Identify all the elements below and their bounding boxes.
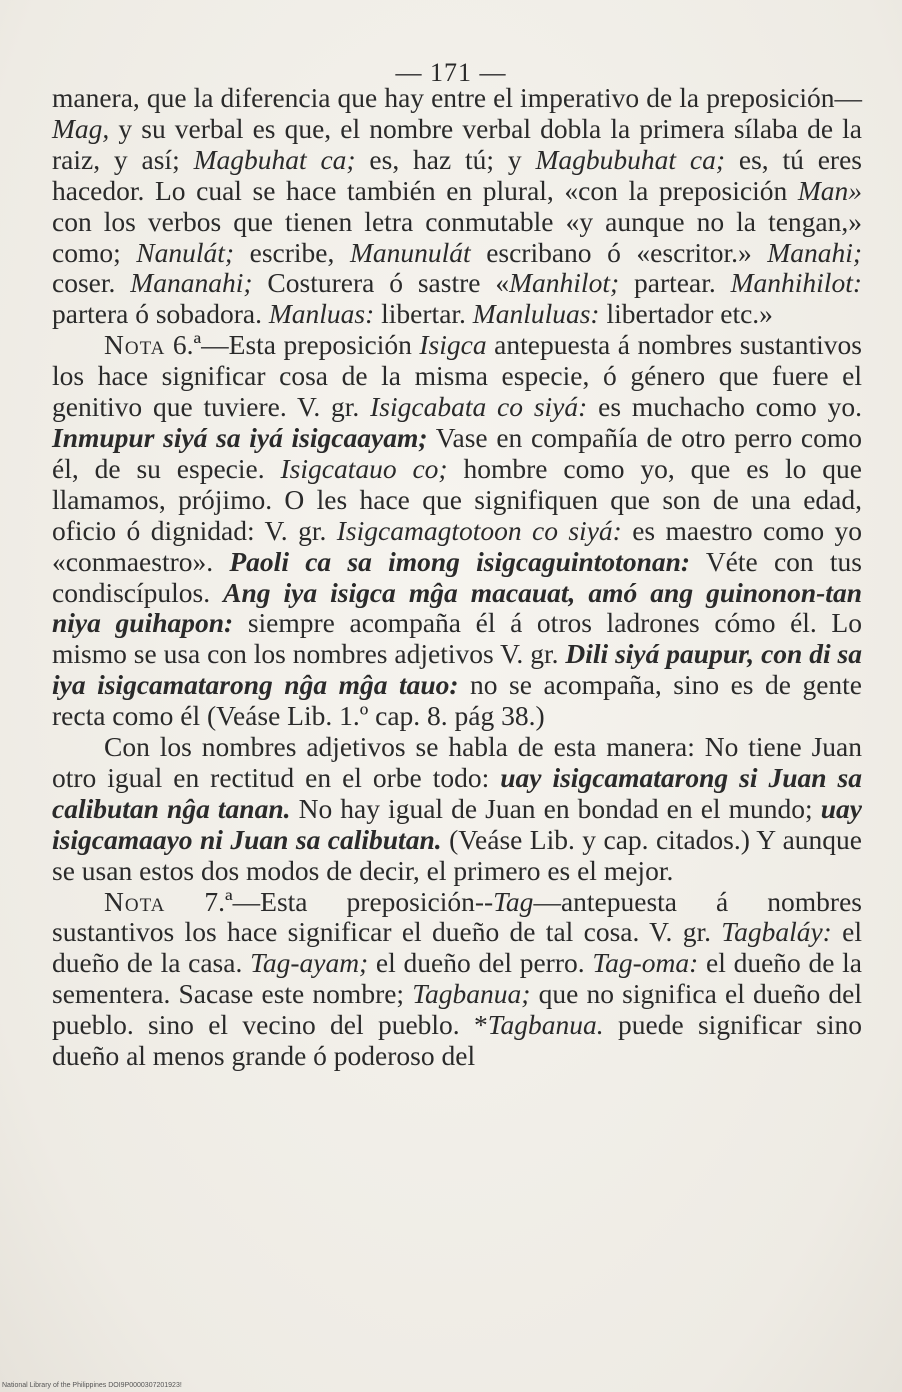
text-run: el dueño del perro.: [368, 947, 593, 979]
italic-example: Tagbanua;: [412, 978, 531, 1010]
text-run: coser.: [52, 267, 131, 299]
italic-term: Magbubuhat ca;: [535, 143, 726, 175]
text-run: Con los nombres adjetivos se habla de esta manera: No tiene Juan otro igual en rectitud en el orbe todo:: [52, 731, 862, 793]
text-run: —antepuesta á nombres sustantivos los hace significar el dueño de tal cosa. V. gr.: [52, 885, 862, 948]
page-body: [52, 83, 862, 1072]
italic-example: uay isigcamaayo ni Juan sa calibutan.: [52, 792, 862, 855]
paragraph-nota-7: [52, 887, 862, 1072]
italic-example: Inmupur siyá sa iyá isigcaayam;: [52, 421, 428, 453]
text-run: es, tú eres hacedor. Lo cual se hace también en plural, «con la preposición: [52, 143, 862, 206]
italic-example: Ang iya isigca mĝa macauat, amó ang guinonon-tan niya guihapon:: [52, 576, 862, 639]
italic-term: Mag,: [52, 112, 110, 144]
italic-term: Tag: [493, 885, 534, 917]
italic-example: Dili siyá paupur, con di sa iya isigcamatarong nĝa mĝa tauo:: [52, 638, 862, 701]
italic-term: Manunulát: [349, 236, 471, 268]
text-run: que no significa el dueño del pueblo. sino el vecino del pueblo. *: [52, 978, 863, 1041]
italic-example: Isigcamagtotoon co siyá:: [336, 514, 622, 546]
text-run: es maestro como yo «conmaestro».: [52, 514, 862, 577]
footer-credit: National Library of the Philippines DOI9P0000307201923!: [2, 1382, 182, 1389]
nota-label: Nota: [104, 885, 166, 917]
italic-term: Manahi;: [767, 236, 862, 268]
italic-example: Tagbaláy:: [721, 916, 832, 948]
text-run: es muchacho como yo.: [587, 391, 862, 423]
italic-term: Mananahi;: [130, 267, 253, 299]
text-run: partear.: [619, 267, 731, 299]
italic-term: Manhilot;: [509, 267, 620, 299]
italic-term: Manluas:: [268, 298, 375, 330]
text-run: (Veáse Lib. y cap. citados.) Y aunque se usan estos dos modos de decir, el primero es el mejor.: [52, 823, 863, 886]
italic-term: Magbuhat ca;: [193, 143, 356, 175]
italic-example: Paoli ca sa imong isigcaguintotonan:: [229, 545, 691, 577]
paragraph-nota-6: [52, 330, 862, 732]
italic-example: Isigcatauo co;: [280, 452, 448, 484]
italic-term: Nanulát;: [136, 236, 235, 268]
text-run: hombre como yo, que es lo que llamamos, prójimo. O les hace que signifiquen que son de una edad, oficio ó dignidad: V. gr.: [52, 452, 863, 546]
page-number: — 171 —: [395, 58, 507, 87]
text-run: siempre acompaña él á otros ladrones cómo él. Lo mismo se usa con los nombres adjetivos V. gr.: [52, 607, 862, 670]
text-run: partera ó sobadora.: [52, 298, 269, 330]
text-run: puede significar sino dueño al menos grande ó poderoso del: [52, 1009, 862, 1072]
italic-term: Manhihilot:: [730, 267, 862, 299]
paragraph: [52, 83, 862, 330]
italic-example: Tag-oma:: [592, 947, 699, 979]
italic-example: Tagbanua.: [487, 1009, 604, 1041]
text-run: antepuesta á nombres sustantivos los hace significar cosa de la misma especie, ó género que fuere el genitivo que tuviere. V. gr.: [52, 329, 862, 423]
text-run: No hay igual de Juan en bondad en el mundo;: [290, 792, 821, 824]
text-run: el dueño de la casa.: [52, 916, 862, 979]
italic-term: Isigca: [419, 329, 487, 361]
text-run: libertador etc.»: [599, 298, 773, 330]
text-run: es, haz tú; y: [355, 143, 536, 175]
italic-example: uay isigcamatarong si Juan sa calibutan nĝa tanan.: [52, 761, 862, 824]
paragraph: [52, 732, 862, 887]
text-run: con los verbos que tienen letra conmutable «y aunque no la tengan,» como;: [52, 205, 862, 268]
italic-example: Isigcabata co siyá:: [370, 391, 588, 423]
text-run: manera, que la diferencia que hay entre el imperativo de la preposición—: [52, 82, 862, 113]
text-run: no se acompaña, sino es de gente recta como él (Veáse Lib. 1.º cap. 8. pág 38.): [52, 669, 862, 732]
text-run: libertar.: [374, 298, 473, 330]
text-run: 6.ª—Esta preposición: [165, 329, 420, 361]
italic-term: Manluluas:: [472, 298, 600, 330]
text-run: Costurera ó sastre «: [252, 267, 510, 299]
text-run: el dueño de la sementera. Sacase este nombre;: [52, 947, 863, 1010]
text-run: Véte con tus condiscípulos.: [52, 545, 862, 608]
italic-term: Man»: [797, 174, 862, 206]
nota-label: Nota: [104, 329, 166, 361]
text-run: escribe,: [234, 236, 350, 268]
text-run: 7.ª—Esta preposición--: [165, 885, 494, 917]
text-run: Vase en compañía de otro perro como él, de su especie.: [52, 421, 863, 484]
italic-example: Tag-ayam;: [250, 947, 369, 979]
text-run: escribano ó «escritor.»: [470, 236, 768, 268]
text-run: y su verbal es que, el nombre verbal dobla la primera sílaba de la raiz, y así;: [52, 112, 862, 175]
